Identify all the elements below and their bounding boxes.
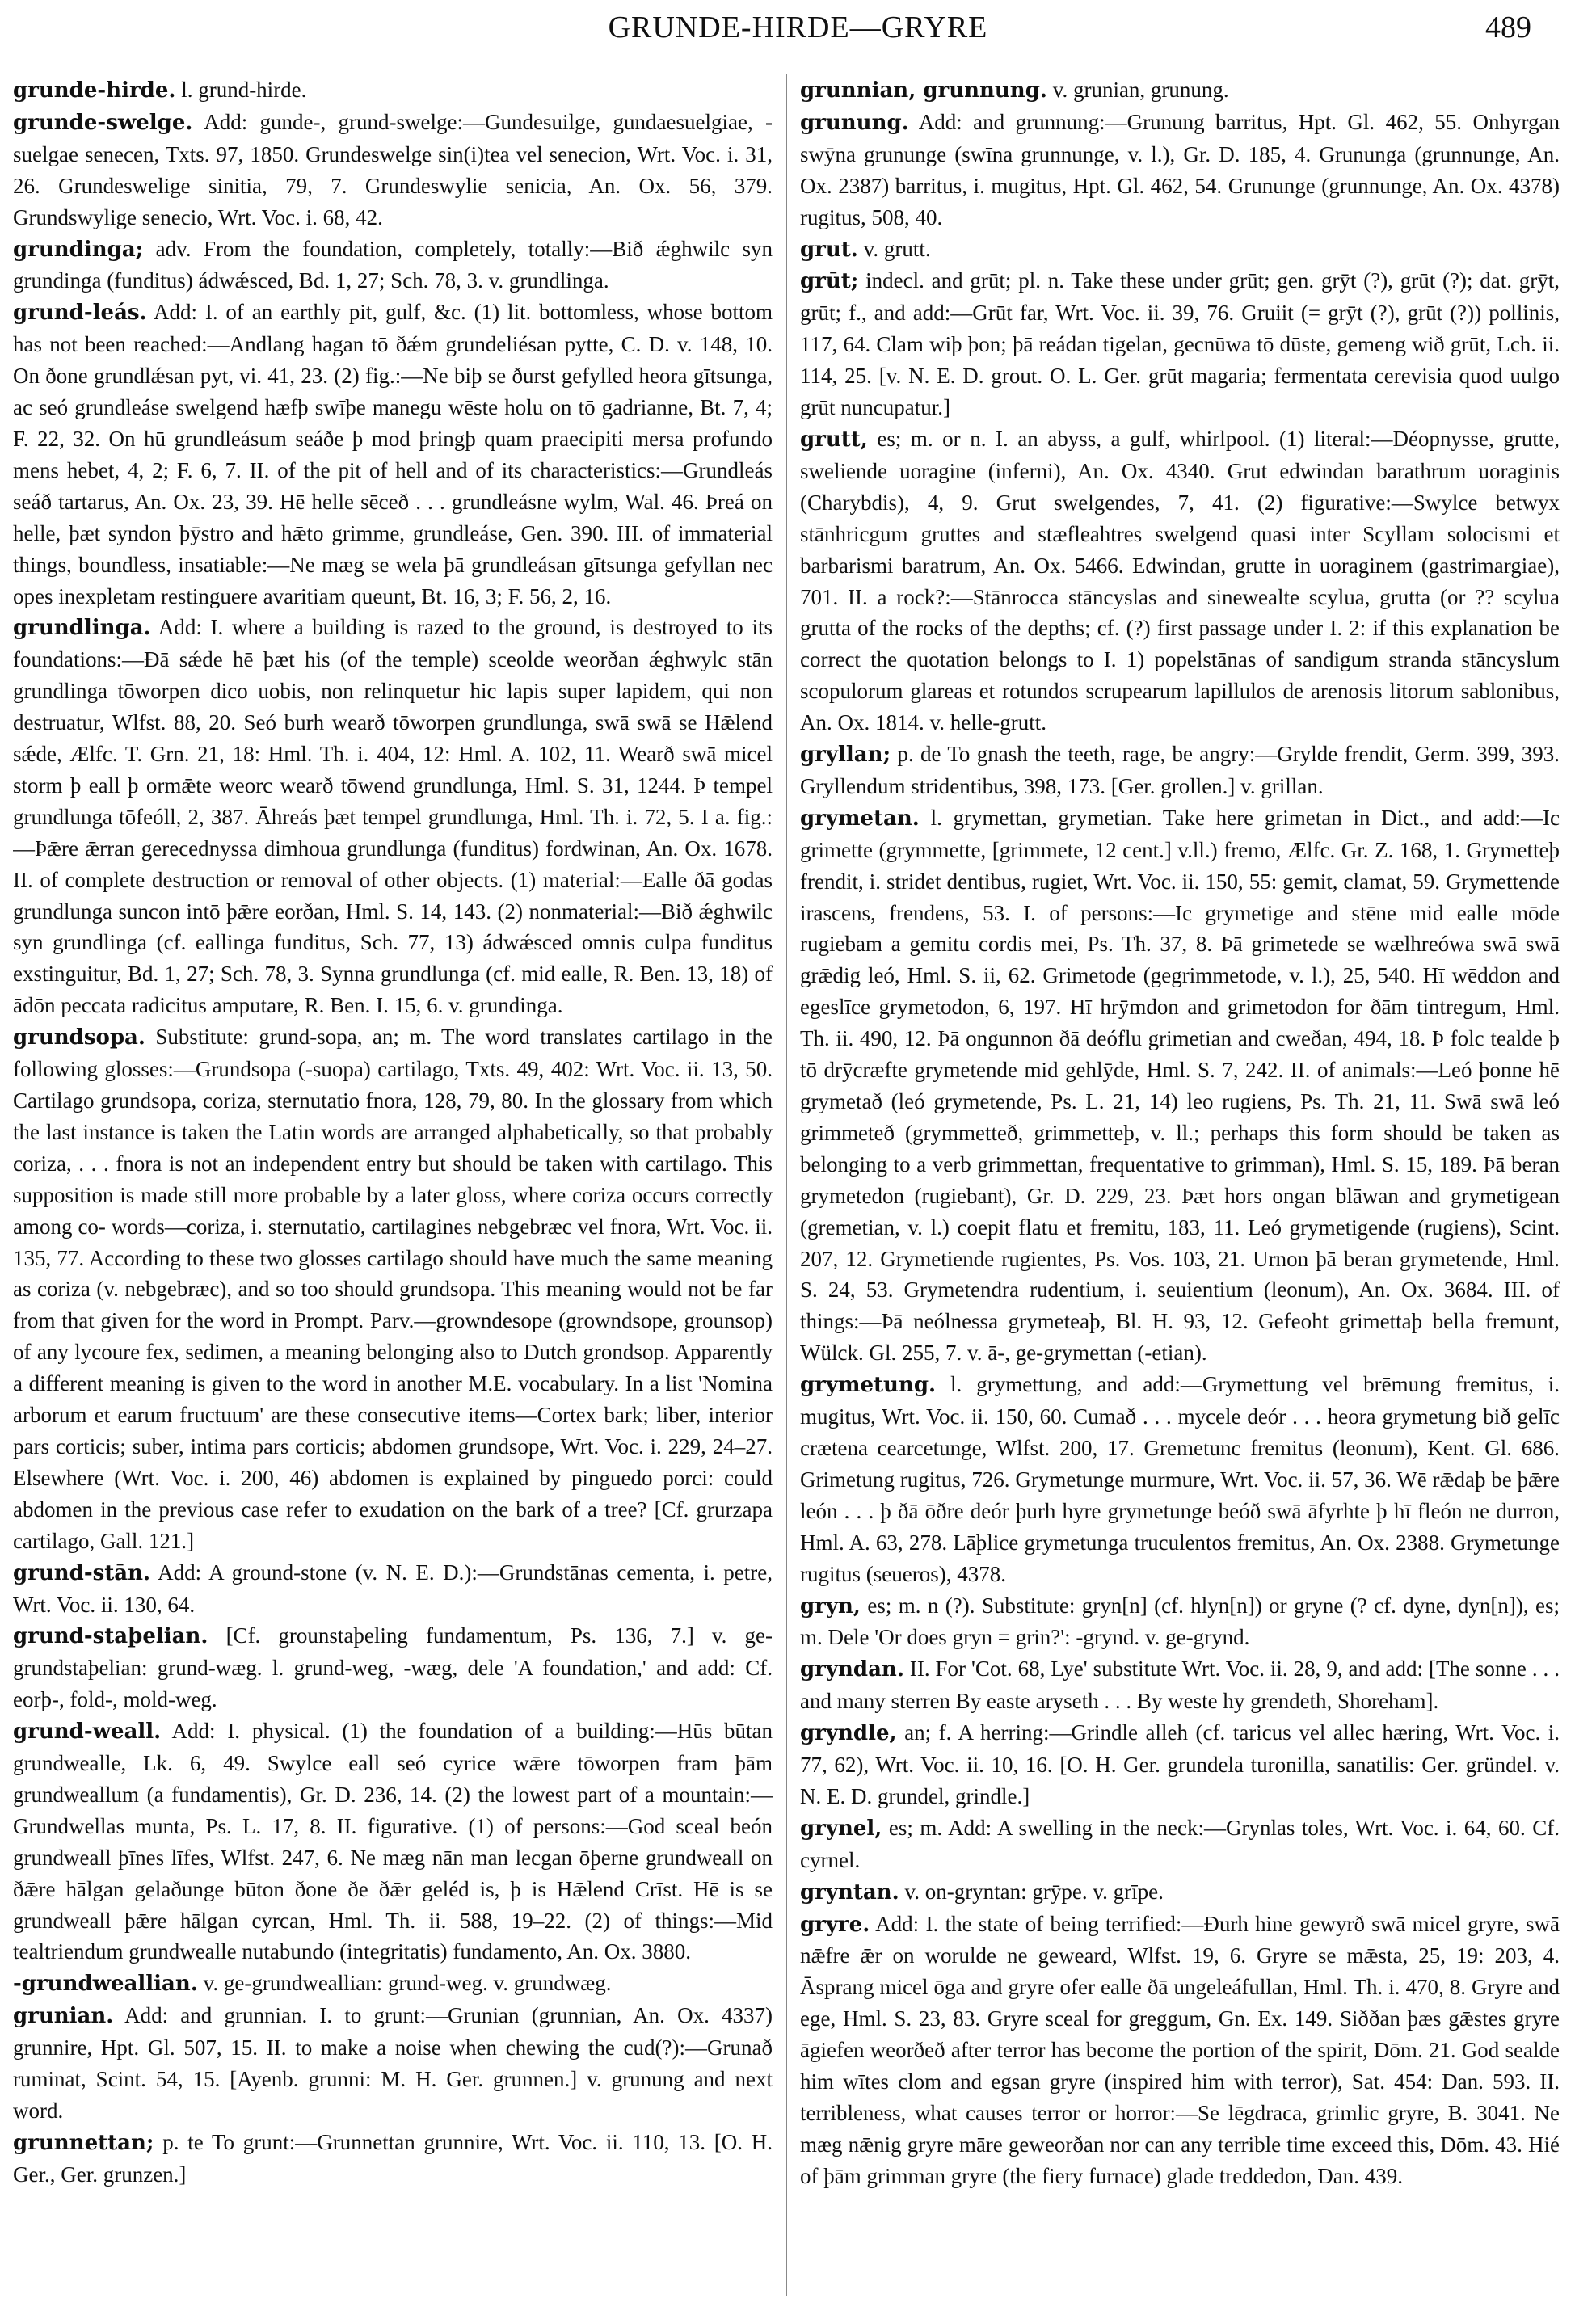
entry-headword: -grundweallian. [13,1972,198,1997]
dictionary-entry [800,1812,1560,1876]
entry-text: p. de To gnash the teeth, rage, be angry:—Grylde frendit, Germ. 399, 393. Gryllendum stridentibus, 398, 173. [Ger. grollen.] v. grillan. [800,742,1560,798]
entry-headword: gryndan. [800,1657,904,1682]
entry-text: Add: and grunnian. I. to grunt:—Grunian (grunnian, An. Ox. 4337) grunnire, Hpt. Gl. 507, 15. II. to make a noise when chewing the cud(?):—Grunað ruminat, Scint. 54, 15. [Ayenb. grunni: M. H. Ger. grunnen.] v. grunung and next word. [13,2003,773,2123]
dictionary-entry [800,1909,1560,2192]
entry-text: p. te To grunt:—Grunnettan grunnire, Wrt. Voc. ii. 110, 13. [O. H. Ger., Ger. grunzen.] [13,2129,773,2187]
entry-headword: gryntan. [800,1880,899,1905]
entry-text: v. grunian, grunung. [1052,78,1229,102]
entry-text: an; f. A herring:—Grindle alleh (cf. taricus vel allec hæring, Wrt. Voc. i. 77, 62), Wrt. Voc. ii. 10, 16. [O. H. Ger. grundela turonilla, sanatilis: Ger. gründel. v. N. E. D. grundel, grindle.] [800,1720,1560,1808]
dictionary-entry [13,612,773,1021]
entry-headword: grunian. [13,2004,114,2029]
dictionary-entry [800,1717,1560,1812]
dictionary-entry [13,1557,773,1621]
dictionary-entry [800,74,1560,107]
entry-text: l. grymettung, and add:—Grymettung vel brēmung fremitus, i. mugitus, Wrt. Voc. ii. 150, 60. Cumað . . . mycele deór . . . heora grymetung bið gelīc crætena cearcetunge, Wlfst. 200, 17. Gremetunc fremitus (leonum), Kent. Gl. 686. Grimetung rugitus, 726. Grymetunge murmure, Wrt. Voc. ii. 57, 36. Wē rǣdaþ be þǣre león . . . þ ðā ōðre deór þurh hyre grymetunge beóð swā āfyrhte þ hī fleón ne durron, Hml. A. 63, 278. Lāþlice grymetunga truculentos fremitus, An. Ox. 2388. Grymetunge rugitus (seueros), 4378. [800,1372,1560,1586]
entry-text: Add: I. of an earthly pit, gulf, &c. (1) lit. bottomless, whose bottom has not been reached:—Andlang hagan tō ðǽm grundeliésan pytte, C. D. v. 148, 10. On ðone grundlǽsan pyt, vi. 41, 23. (2) fig.:—Ne biþ se ðurst gefylled heora gītsunga, ac seó grundleáse swelgend hæfþ swīþe manegu wēste holu on tō gadrianne, Bt. 7, 4; F. 22, 32. On hū grundleásum seáðe þ mod þringþ quam praecipiti mersa profundo mens hebet, 4, 2; F. 6, 7. II. of the pit of hell and of its characteristics:—Grundleás seáð tartarus, An. Ox. 23, 39. Hē helle sēceð . . . grundleásne wylm, Wal. 46. Þreá on helle, þæt syndon þȳstro and hǣto grimme, grundleáse, Gen. 390. III. of immaterial things, boundless, insatiable:—Ne mæg se wela þā grundleásan gītsunga gefyllan nec opes inexpletam restinguere avaritiam queunt, Bt. 16, 3; F. 56, 2, 16. [13,300,773,608]
entry-headword: grūt; [800,269,859,294]
entry-text: Add: and grunnung:—Grunung barritus, Hpt. Gl. 462, 55. Onhyrgan swȳna grununge (swīna grunnunge, v. l.), Gr. D. 185, 4. Grununga (grunnunge, An. Ox. 2387) barritus, i. mugitus, Hpt. Gl. 462, 54. Grununge (grunnunge, An. Ox. 4378) rugitus, 508, 40. [800,109,1560,229]
column-divider [786,74,787,2296]
entry-headword: grymetan. [800,806,920,831]
entry-headword: grund-leás. [13,301,147,326]
dictionary-entry [800,1876,1560,1909]
left-column [13,74,773,2296]
entry-headword: gryre. [800,1912,870,1937]
entry-headword: grunde-hirde. [13,78,176,103]
entry-headword: grunde-swelge. [13,110,193,135]
entry-headword: grund-stān. [13,1560,151,1585]
dictionary-entry [13,1968,773,2000]
dictionary-entry [13,1715,773,1968]
entry-headword: grundinga; [13,237,144,262]
entry-headword: grymetung. [800,1373,937,1398]
dictionary-entry [13,297,773,612]
dictionary-entry [800,265,1560,423]
dictionary-entry [800,1653,1560,1717]
dictionary-entry [13,2127,773,2191]
right-column [800,74,1560,2296]
dictionary-entry [800,1590,1560,1654]
entry-headword: grunung. [800,110,909,135]
entry-headword: grundsopa. [13,1025,145,1050]
entry-text: Add: I. physical. (1) the foundation of a building:—Hūs būtan grundwealle, Lk. 6, 49. Swylce eall seó cyrice wǣre tōworpen fram þām grundweallum (a fundamentis), Gr. D. 236, 14. (2) the lowest part of a mountain:—Grundwellas munta, Ps. L. 17, 8. II. figurative. (1) of persons:—God sceal beón grundweall þīnes līfes, Wlfst. 247, 6. Ne mæg nān man lecgan ōþerne grundweall on ðǣre hālgan gelaðunge būton ðone ðe ðǣr geléd is, þ is Hǣlend Crīst. Hē is se grundweall þǣre hālgan cyrcan, Hml. Th. ii. 588, 19–22. (2) of things:—Mid tealtriendum grundwealle nutabundo (integritatis) fundamento, An. Ox. 3880. [13,1719,773,1964]
dictionary-entry [800,802,1560,1369]
entry-text: v. grutt. [863,236,931,261]
entry-headword: grund-weall. [13,1720,162,1745]
entry-text: es; m. Add: A swelling in the neck:—Grynlas toles, Wrt. Voc. i. 64, 60. Cf. cyrnel. [800,1815,1560,1872]
entry-text: indecl. and grūt; pl. n. Take these under grūt; gen. grȳt (?), grūt (?); dat. grȳt, grūt; f., and add:—Grūt far, Wrt. Voc. ii. 39, 76. Gruiit (= grȳt (?), grūt (?)) pollinis, 117, 64. Clam wiþ þon; þā reádan tigelan, gecnūwa tō dūste, gemeng wið grūt, Lch. ii. 114, 25. [v. N. E. D. grout. O. L. Ger. grūt magaria; fermentata cerevisia quod uulgo grūt nuncupatur.] [800,268,1560,420]
dictionary-entry [800,739,1560,802]
dictionary-entry [13,234,773,297]
entry-headword: grundlinga. [13,616,151,641]
entry-text: [Cf. grounstaþeling fundamentum, Ps. 136, 7.] v. ge-grundstaþelian: grund-wæg. l. grund-weg, -wæg, dele 'A foundation,' and add: Cf. eorþ-, fold-, mold-weg. [13,1623,773,1712]
entry-text: adv. From the foundation, completely, totally:—Bið ǽghwilc syn grundinga (funditus) ádwǽsced, Bd. 1, 27; Sch. 78, 3. v. grundlinga. [13,236,773,293]
dictionary-entry [13,107,773,234]
page-header [0,10,1596,58]
dictionary-entry [800,1369,1560,1589]
dictionary-entry [13,2000,773,2127]
entry-text: II. For 'Cot. 68, Lye' substitute Wrt. Voc. ii. 28, 9, and add: [The sonne . . . and many sterren By easte aryseth . . . By weste hy grendeth, Shoreham]. [800,1656,1560,1714]
entry-headword: grunnian, grunnung. [800,78,1047,103]
entry-headword: grunnettan; [13,2130,154,2155]
entry-text: v. ge-grundweallian: grund-weg. v. grundwæg. [203,1971,612,1996]
entry-text: v. on-gryntan: grȳpe. v. grīpe. [904,1879,1164,1904]
entry-text: Add: I. where a building is razed to the ground, is destroyed to its foundations:—Ðā sǽde hē þæt his (of the temple) sceolde weorðan ǽghwylc stān grundlinga tōworpen dico uobis, non relinquetur hic lapis super lapidem, qui non destruatur, Wlfst. 88, 20. Seó burh wearð tōworpen grundlunga, swā swā se Hǣlend sǽde, Ælfc. T. Grn. 21, 18: Hml. Th. i. 404, 12: Hml. A. 102, 11. Wearð swā micel storm þ eall þ ormǣte weorc wearð tōwend grundlunga, Hml. S. 31, 1244. Þ tempel grundlunga tōfeóll, 2, 387. Āhreás þæt tempel grundlunga, Hml. Th. i. 72, 5. I a. fig.:—Þǣre ǣrran gerecednyssa dimhoua grundlunga (funditus) fordwinan, An. Ox. 1678. II. of complete destruction or removal of other objects. (1) material:—Ealle ðā godas grundlunga suncon intō þǣre eorðan, Hml. S. 14, 143. (2) nonmaterial:—Bið ǽghwilc syn grundlinga (cf. eallinga funditus, Sch. 77, 13) ádwǽsced omnis culpa funditus exstinguitur, Bd. 1, 27; Sch. 78, 3. Synna grundlunga (cf. mid ealle, R. Ben. 13, 18) of ādōn peccata radicitus amputare, R. Ben. I. 15, 6. v. grundinga. [13,615,773,1018]
entry-text: Substitute: grund-sopa, an; m. The word translates cartilago in the following glosses:—Grundsopa (-suopa) cartilago, Txts. 49, 402: Wrt. Voc. ii. 13, 50. Cartilago grundsopa, coriza, sternutatio fnora, 128, 79, 80. In the glossary from which the last instance is taken the Latin words are arranged alphabetically, so that probably coriza, . . . fnora is not an independent entry but should be taken with cartilago. This supposition is made still more probable by a later gloss, where coriza occurs correctly among co- words—coriza, i. sternutatio, cartilagines nebgebræc vel fnora, Wrt. Voc. ii. 135, 77. According to these two glosses cartilago should have much the same meaning as coriza (v. nebgebræc), and so too should grundsopa. This meaning would not be far from that given for the word in Prompt. Parv.—growndesope (growndsope, grounsop) of any lycoure fex, sedimen, a meaning belonging also to Dutch grondsop. Apparently a different meaning is given to the word in another M.E. vocabulary. In a list 'Nomina arborum et earum fructuum' are these consecutive items—Cortex bark; liber, interior pars corticis; suber, intima pars corticis; abdomen grundsope, Wrt. Voc. i. 229, 24–27. Elsewhere (Wrt. Voc. i. 200, 46) abdomen is explained by pinguedo porci: could abdomen in the previous case refer to exudation on the bark of a tree? [Cf. grurzapa cartilago, Gall. 121.] [13,1025,773,1553]
dictionary-entry [800,107,1560,234]
dictionary-entry [13,1620,773,1715]
entry-text: es; m. or n. I. an abyss, a gulf, whirlpool. (1) literal:—Déopnysse, grutte, sweliende uoragine (inferni), An. Ox. 4340. Grut edwindan barathrum uoraginis (Charybdis), 4, 9. Grut swelgendes, 7, 41. (2) figurative:—Swylce betwyx stānhricgum gruttes and stæfleahtres swelgend quasi inter Scyllam solocismi et barbarismi baratrum, An. Ox. 5466. Edwindan, grutte in uoraginem (gastrimargiae), 701. II. a rock?:—Stānrocca stāncyslas and sinewealte scylua, grutta (or ?? scylua grutta of the rocks of the depths; cf. (?) first passage under I. 2: if this explanation be correct the quotation belongs to I. 1) popelstānas of sandigum stranda stāncyslum scopulorum glareas et rotundos scrupearum lapillulos de arenosis litorum sablonibus, An. Ox. 1814. v. helle-grutt. [800,426,1560,735]
entry-headword: grund-staþelian. [13,1624,208,1649]
entry-text: l. grymettan, grymetian. Take here grimetan in Dict., and add:—Ic grimette (grymmette, [grimmete, 12 cent.] v.ll.) fremo, Ælfc. Gr. Z. 168, 1. Grymetteþ frendit, i. stridet dentibus, rugiet, Wrt. Voc. ii. 150, 55: gemit, clamat, 59. Grymettende irascens, frendens, 53. I. of persons:—Ic grymetige and stēne mid ealle mōde rugiebam a gemitu cordis mei, Ps. Th. 37, 8. Þā grimetede se wælhreówa swā swā grǣdig leó, Hml. S. ii, 62. Grimetode (gegrimmetode, v. l.), 25, 540. Hī wēddon and egeslīce grymetodon, 6, 197. Hī hrȳmdon and grimetodon for ðām tintregum, Hml. Th. ii. 490, 12. Þā ongunnon ðā deóflu grimetian and cweðan, 494, 18. Þ folc tealde þ tō drȳcræfte grymetende mid gehlȳde, Hml. S. 7, 242. II. of animals:—Leó þonne hē grymetað (leó grymetende, Ps. L. 21, 14) leo rugiens, Ps. Th. 21, 11. Swā swā leó grimmeteð (grymmetteð, grimmetteþ, v. ll.; perhaps this form should be taken as belonging to a verb grimmettan, frequentative to grimman), Hml. S. 15, 189. Þā beran grymetedon (rugiebant), Gr. D. 229, 23. Þæt hors ongan blāwan and grymetigean (gremetian, v. l.) coepit flatu et fremitu, 183, 11. Leó grymetigende (rugiens), Scint. 207, 12. Grymetiende rugientes, Ps. Vos. 103, 21. Urnon þā beran grymetende, Hml. S. 24, 53. Grymetendra rudentium, i. seuientium (leonum), An. Ox. 3684. III. of things:—Þā neólnessa grymeteaþ, Bl. H. 93, 12. Gefeoht grimettaþ bella fremunt, Wülck. Gl. 255, 7. v. ā-, ge-grymettan (-etian). [800,805,1560,1366]
dictionary-entry [800,234,1560,266]
entry-text: Add: gunde-, grund-swelge:—Gundesuilge, gundaesuelgiae, -suelgae senecen, Txts. 97, 1850. Grundeswelge sin(i)tea vel senecion, Wrt. Voc. i. 31, 26. Grundeswelige sinitia, 79, 7. Grundeswylie senicia, An. Ox. 56, 379. Grundswylige senecio, Wrt. Voc. i. 68, 42. [13,109,773,229]
dictionary-entry [800,423,1560,739]
entry-headword: gryllan; [800,743,891,768]
entry-text: Add: A ground-stone (v. N. E. D.):—Grundstānas cementa, i. petre, Wrt. Voc. ii. 130, 64. [13,1560,773,1617]
dictionary-entry [13,1021,773,1556]
entry-text: l. grund-hirde. [181,78,307,102]
entry-headword: grut. [800,237,858,262]
entry-headword: gryndle, [800,1721,897,1746]
entry-text: Add: I. the state of being terrified:—Ðurh hine gewyrð swā micel gryre, swā nǣfre ǣr on worulde ne geweard, Wlfst. 19, 6. Gryre se mǣsta, 25, 19: 203, 4. Āsprang micel ōga and gryre ofer ealle ðā ungeleáfullan, Hml. Th. i. 470, 8. Gryre and ege, Hml. S. 23, 83. Gryre sceal for greggum, Gn. Ex. 149. Siððan þæs gǣstes gryre āgiefen weorðeð after terror has become the portion of the spirit, Dōm. 21. God sealde him wītes clom and egsan gryre (inspired him with terror), Sat. 454: Dan. 593. II. terribleness, what causes terror or horror:—Se lēgdraca, grimlic gryre, B. 3041. Ne mæg nǣnig gryre māre geweorðan nor can any terrible time exceed this, Dōm. 43. Hié of þām grimman gryre (the fiery furnace) glade treddedon, Dan. 439. [800,1911,1560,2188]
page-number: 489 [1485,11,1531,44]
dictionary-entry [13,74,773,107]
entry-headword: grynel, [800,1816,882,1841]
running-head: GRUNDE-HIRDE—GRYRE [608,11,988,44]
entry-headword: gryn, [800,1593,861,1619]
entry-text: es; m. n (?). Substitute: gryn[n] (cf. hlyn[n]) or gryne (? cf. dyne, dyn[n]), es; m. Dele 'Or does gryn = grin?': -grynd. v. ge-grynd. [800,1593,1560,1650]
entry-headword: grutt, [800,427,868,452]
